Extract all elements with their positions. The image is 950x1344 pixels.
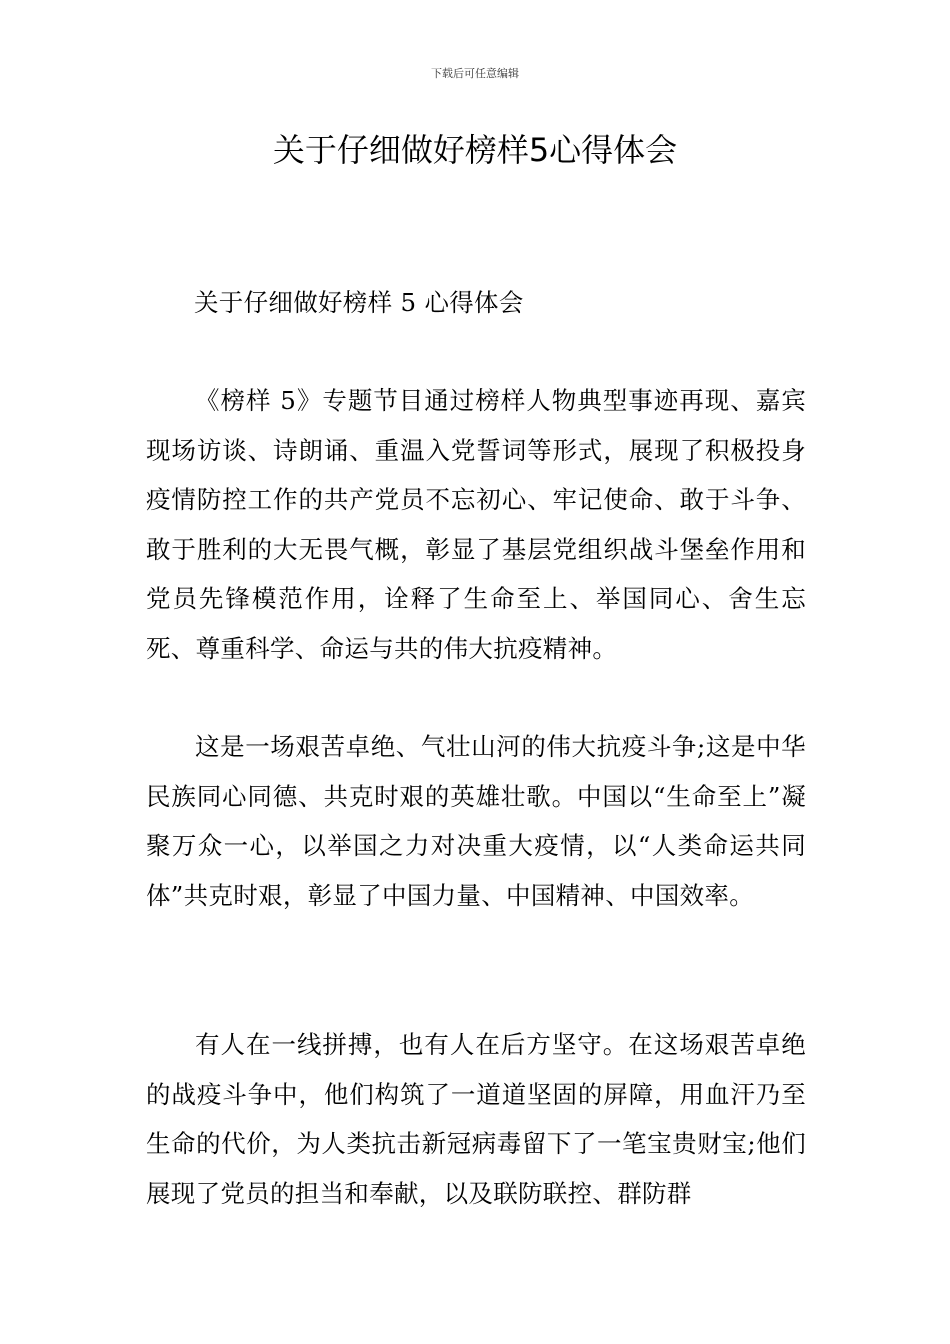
page-title: 关于仔细做好榜样5心得体会 — [272, 131, 678, 169]
header-note: 下载后可任意编辑 — [431, 67, 519, 80]
document-subtitle: 关于仔细做好榜样 5 心得体会 — [194, 288, 524, 317]
paragraph-1: 《榜样 5》专题节目通过榜样人物典型事迹再现、嘉宾现场访谈、诗朗诵、重温入党誓词等形式，展现了积极投身疫情防控工作的共产党员不忘初心、牢记使命、敢于斗争、敢于胜利的大无畏气概，彰显了基层党组织战斗堡垒作用和党员先锋模范作用，诠释了生命至上、举国同心、舍生忘死、尊重科学、命运与共的伟大抗疫精神。 — [146, 386, 806, 663]
paragraph-2: 这是一场艰苦卓绝、气壮山河的伟大抗疫斗争;这是中华民族同心同德、共克时艰的英雄壮歌。中国以“生命至上”凝聚万众一心，以举国之力对决重大疫情，以“人类命运共同体”共克时艰，彰显了中国力量、中国精神、中国效率。 — [146, 732, 806, 910]
paragraph-3: 有人在一线拼搏，也有人在后方坚守。在这场艰苦卓绝的战疫斗争中，他们构筑了一道道坚固的屏障，用血汗乃至生命的代价，为人类抗击新冠病毒留下了一笔宝贵财宝;他们展现了党员的担当和奉献，以及联防联控、群防群 — [146, 1030, 806, 1208]
